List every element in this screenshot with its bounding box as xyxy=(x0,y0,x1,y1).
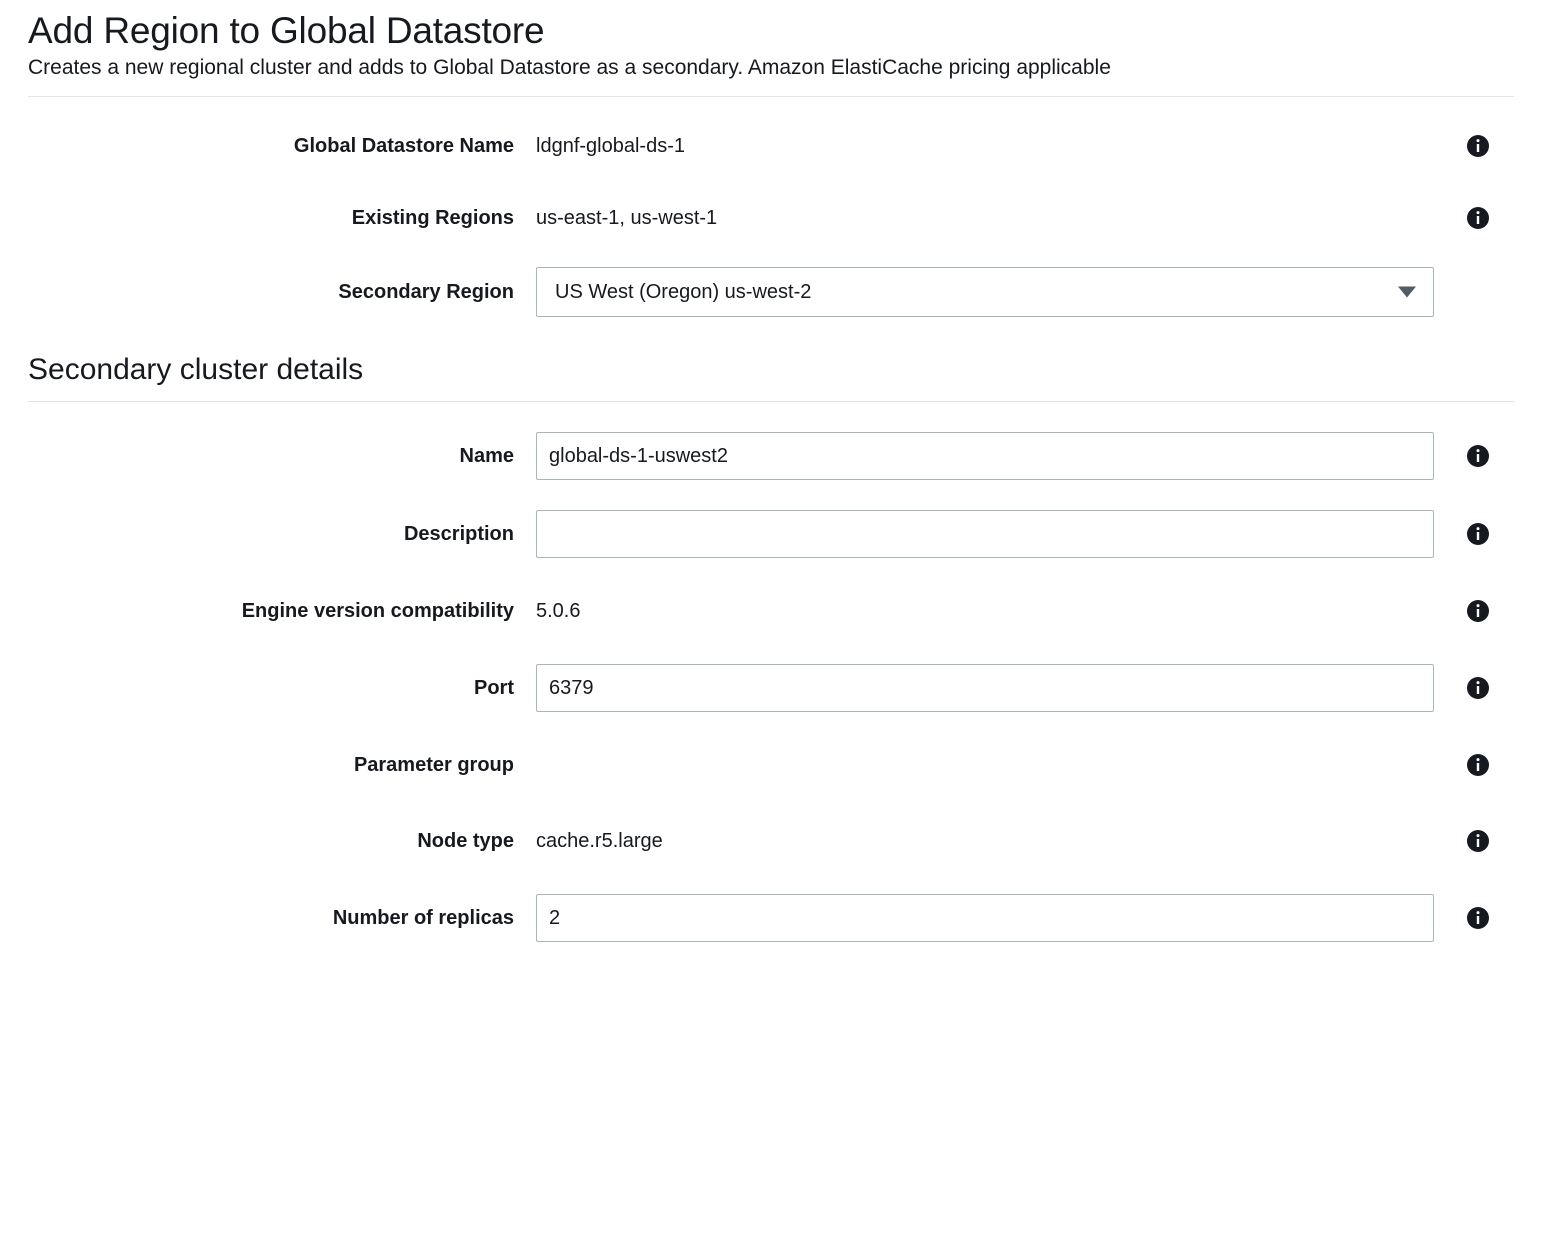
label-existing-regions: Existing Regions xyxy=(351,207,514,229)
label-port: Port xyxy=(474,677,514,699)
label-description: Description xyxy=(403,523,514,545)
field-row-engine-version-compatibility xyxy=(28,588,1514,634)
field-row-secondary-region xyxy=(28,267,1514,317)
field-row-parameter-group xyxy=(28,742,1514,788)
field-row-name xyxy=(28,432,1514,480)
secondary-region-select[interactable]: US West (Oregon) us-west-2 xyxy=(536,267,1434,317)
description-input[interactable] xyxy=(536,510,1434,558)
info-icon[interactable] xyxy=(1466,134,1490,158)
label-secondary-region: Secondary Region xyxy=(338,281,514,303)
info-icon[interactable] xyxy=(1466,599,1490,623)
label-node-type: Node type xyxy=(417,830,514,852)
label-name: Name xyxy=(459,445,514,467)
section-heading-secondary-cluster-details: Secondary cluster details xyxy=(28,353,364,386)
info-icon[interactable] xyxy=(1466,829,1490,853)
info-icon[interactable] xyxy=(1466,444,1490,468)
label-number-of-replicas: Number of replicas xyxy=(332,907,514,929)
value-existing-regions: us-east-1, us-west-1 xyxy=(536,206,718,229)
section-divider xyxy=(28,401,1514,402)
number-of-replicas-input[interactable] xyxy=(536,894,1434,942)
name-input[interactable] xyxy=(536,432,1434,480)
header-divider xyxy=(28,96,1514,97)
info-icon[interactable] xyxy=(1466,753,1490,777)
field-row-description xyxy=(28,510,1514,558)
field-row-node-type xyxy=(28,818,1514,864)
port-input[interactable] xyxy=(536,664,1434,712)
info-icon[interactable] xyxy=(1466,206,1490,230)
label-parameter-group: Parameter group xyxy=(353,754,514,776)
label-global-datastore-name: Global Datastore Name xyxy=(293,135,514,157)
page-subtitle: Creates a new regional cluster and adds to Global Datastore as a secondary. Amazon ElastiCache pricing applicable xyxy=(28,56,1111,79)
field-row-global-datastore-name xyxy=(28,123,1514,169)
value-global-datastore-name: ldgnf-global-ds-1 xyxy=(536,134,685,157)
value-node-type: cache.r5.large xyxy=(536,829,663,852)
info-icon[interactable] xyxy=(1466,676,1490,700)
field-row-number-of-replicas xyxy=(28,894,1514,942)
label-engine-version-compatibility: Engine version compatibility xyxy=(241,600,514,622)
info-icon[interactable] xyxy=(1466,522,1490,546)
info-icon[interactable] xyxy=(1466,906,1490,930)
field-row-existing-regions xyxy=(28,195,1514,241)
add-region-page xyxy=(28,10,1514,942)
page-title: Add Region to Global Datastore xyxy=(28,10,545,51)
field-row-port xyxy=(28,664,1514,712)
value-engine-version-compatibility: 5.0.6 xyxy=(536,599,581,622)
